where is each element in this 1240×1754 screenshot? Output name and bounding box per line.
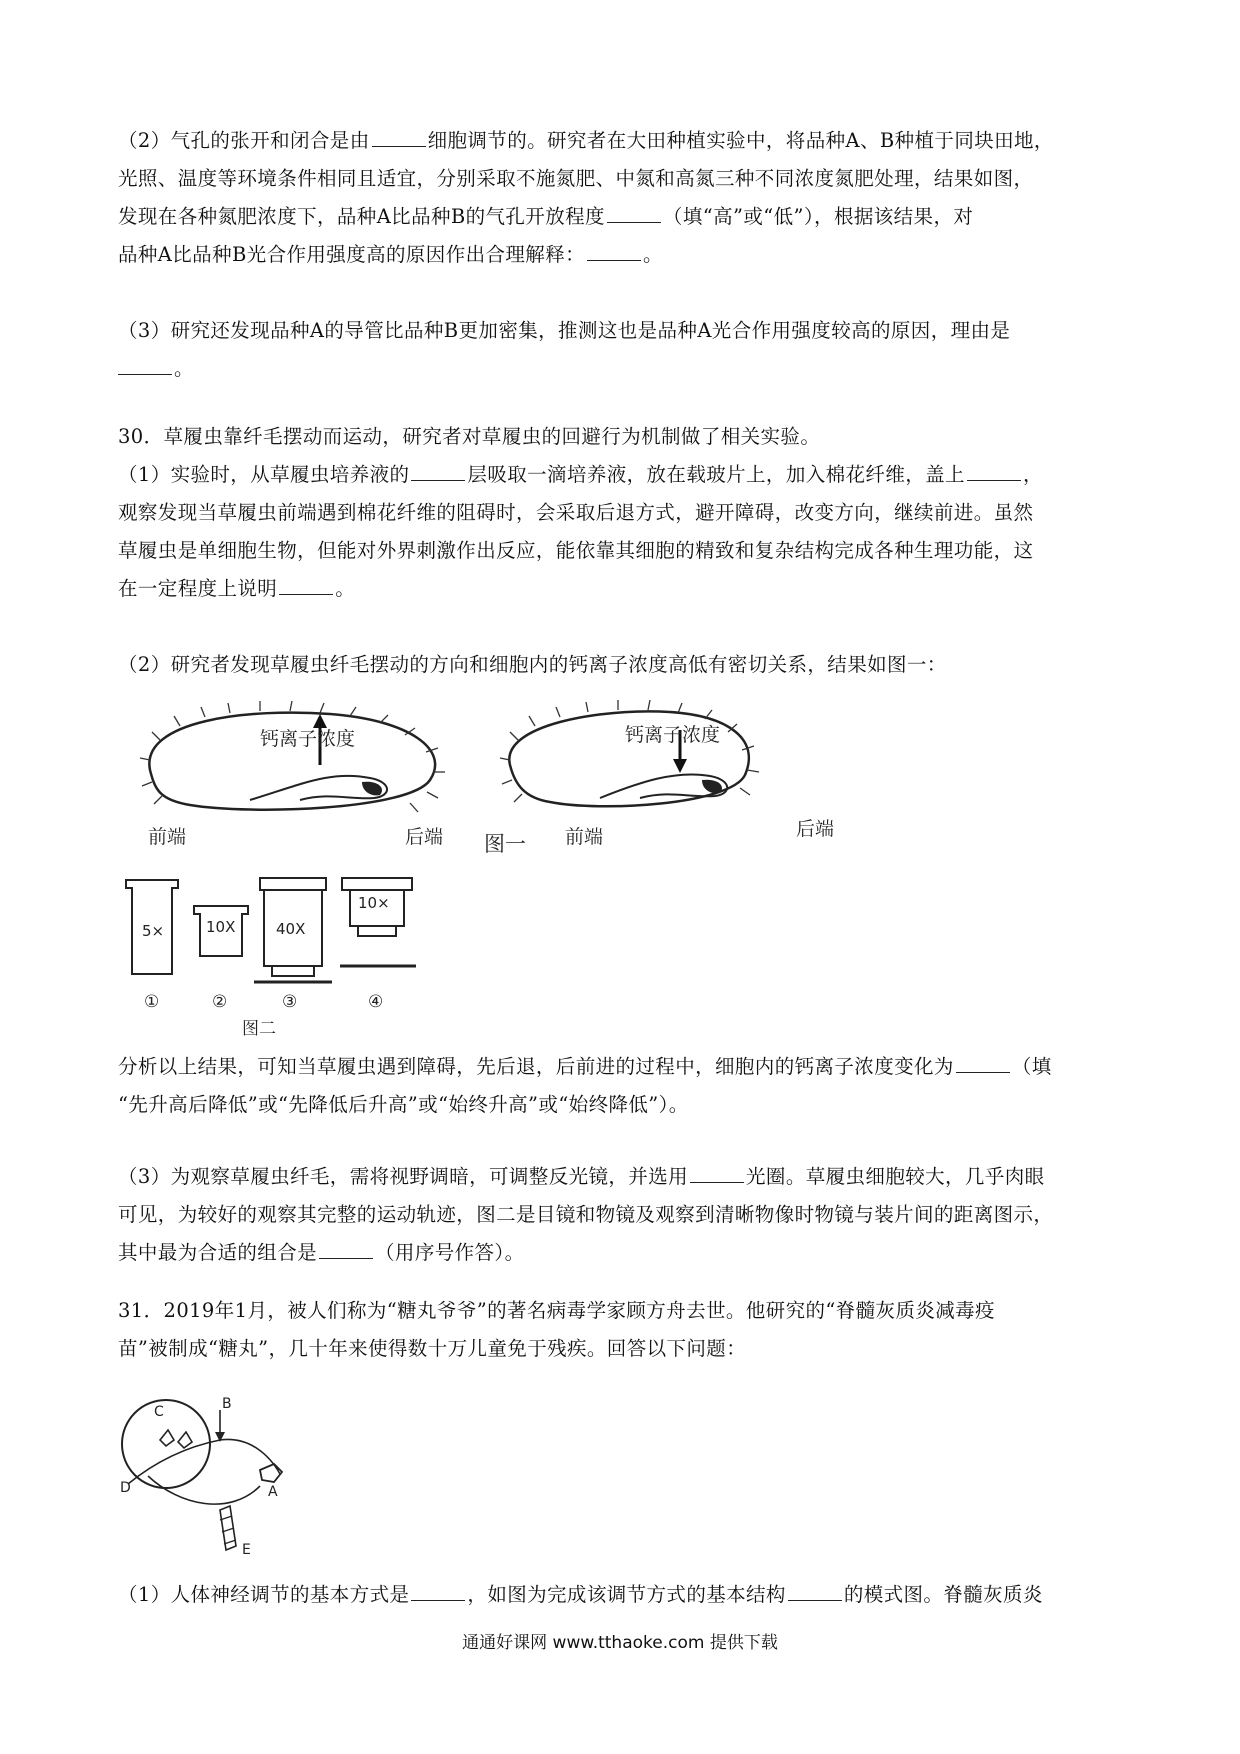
text: （填“高”或“低”），根据该结果，对 xyxy=(662,205,974,228)
text: 在一定程度上说明 xyxy=(118,577,278,600)
answer-blank xyxy=(607,200,661,223)
text: 层吸取一滴培养液，放在载玻片上，加入棉花纤维，盖上 xyxy=(467,463,965,486)
q29-part2 xyxy=(118,122,1128,274)
figure-1-paramecium xyxy=(130,700,870,840)
q30-analysis xyxy=(118,1048,1128,1124)
answer-blank xyxy=(788,1578,842,1601)
label-e: E xyxy=(242,1542,251,1558)
text: 。 xyxy=(335,577,356,600)
answer-blank xyxy=(587,238,641,261)
answer-blank xyxy=(956,1050,1010,1073)
lens-2-label: 10X xyxy=(206,918,236,936)
q31-part1 xyxy=(118,1576,1128,1614)
text: （填 xyxy=(1011,1055,1052,1078)
figure-2-caption: 图二 xyxy=(242,1019,276,1039)
text: 品种A比品种B光合作用强度高的原因作出合理解释： xyxy=(118,243,586,266)
answer-blank xyxy=(690,1160,744,1183)
lens-1-label: 5× xyxy=(142,922,165,940)
label-c: C xyxy=(154,1404,164,1420)
text: 分析以上结果，可知当草履虫遇到障碍，先后退，后前进的过程中，细胞内的钙离子浓度变化为 xyxy=(118,1055,954,1078)
reflex-arc-diagram xyxy=(120,1396,300,1566)
lens-diagram xyxy=(120,870,440,1040)
text: 的模式图。脊髓灰质炎 xyxy=(843,1583,1043,1606)
label-b: B xyxy=(222,1396,232,1412)
q30-part3 xyxy=(118,1158,1128,1272)
lens-3-number: ③ xyxy=(282,992,298,1012)
text: “先升高后降低”或“先降低后升高”或“始终升高”或“始终降低”）。 xyxy=(118,1093,689,1116)
text: 。 xyxy=(174,357,194,380)
figure-2-lenses xyxy=(120,870,440,1040)
text: 31．2019年1月，被人们称为“糖丸爷爷”的著名病毒学家顾方舟去世。他研究的“脊髓灰质炎减毒疫 xyxy=(118,1299,995,1322)
text: 光圈。草履虫细胞较大，几乎肉眼 xyxy=(746,1165,1045,1188)
calcium-label-left: 钙离子浓度 xyxy=(260,728,356,750)
back-label-right: 后端 xyxy=(796,818,835,840)
q30-part2 xyxy=(118,646,1128,684)
text: ，如图为完成该调节方式的基本结构 xyxy=(467,1583,786,1606)
text: 发现在各种氮肥浓度下，品种A比品种B的气孔开放程度 xyxy=(118,205,605,228)
text: 光照、温度等环境条件相同且适宜，分别采取不施氮肥、中氮和高氮三种不同浓度氮肥处理，结果如图， xyxy=(118,167,1034,190)
label-a: A xyxy=(268,1484,278,1500)
text: （2）气孔的张开和闭合是由 xyxy=(118,129,370,152)
text: （用序号作答）。 xyxy=(375,1241,525,1264)
label-d: D xyxy=(120,1480,131,1496)
text: 细胞调节的。研究者在大田种植实验中，将品种A、B种植于同块田地， xyxy=(427,129,1054,152)
text: （3）为观察草履虫纤毛，需将视野调暗，可调整反光镜，并选用 xyxy=(118,1165,689,1188)
reflex-arc-figure xyxy=(120,1396,300,1566)
answer-blank xyxy=(411,458,465,481)
text: ， xyxy=(1022,463,1043,486)
text: 。 xyxy=(643,243,663,266)
lens-3-label: 40X xyxy=(276,920,306,938)
paramecium-diagram xyxy=(130,700,870,840)
text: （2）研究者发现草履虫纤毛摆动的方向和细胞内的钙离子浓度高低有密切关系，结果如图一： xyxy=(118,653,947,676)
answer-blank xyxy=(118,352,172,375)
q30-part1 xyxy=(118,456,1128,608)
page-footer: 通通好课网 www.tthaoke.com 提供下载 xyxy=(462,1633,778,1653)
lens-2-number: ② xyxy=(212,992,228,1012)
lens-1-number: ① xyxy=(144,992,160,1012)
text: 其中最为合适的组合是 xyxy=(118,1241,318,1264)
text: 苗”被制成“糖丸”，几十年来使得数十万儿童免于残疾。回答以下问题： xyxy=(118,1337,747,1360)
text: 可见，为较好的观察其完整的运动轨迹，图二是目镜和物镜及观察到清晰物像时物镜与装片间的距离图示， xyxy=(118,1203,1054,1226)
text: （1）实验时，从草履虫培养液的 xyxy=(118,463,410,486)
answer-blank xyxy=(319,1236,373,1259)
text: 草履虫是单细胞生物，但能对外界刺激作出反应，能依靠其细胞的精致和复杂结构完成各种生理功能，这 xyxy=(118,539,1034,562)
figure-1-caption: 图一 xyxy=(484,832,526,856)
text: 30．草履虫靠纤毛摆动而运动，研究者对草履虫的回避行为机制做了相关实验。 xyxy=(118,425,821,448)
answer-blank xyxy=(411,1578,465,1601)
front-label-right: 前端 xyxy=(565,826,604,848)
text: （1）人体神经调节的基本方式是 xyxy=(118,1583,410,1606)
text: （3）研究还发现品种A的导管比品种B更加密集，推测这也是品种A光合作用强度较高的原因，理由是 xyxy=(118,319,1011,342)
front-label-left: 前端 xyxy=(148,826,187,848)
text: 观察发现当草履虫前端遇到棉花纤维的阻碍时，会采取后退方式，避开障碍，改变方向，继续前进。虽然 xyxy=(118,501,1034,524)
calcium-label-right: 钙离子浓度 xyxy=(625,724,721,746)
lens-4-label: 10× xyxy=(358,894,390,912)
answer-blank xyxy=(967,458,1021,481)
lens-4-number: ④ xyxy=(368,992,384,1012)
q29-part3 xyxy=(118,312,1128,388)
q30-intro xyxy=(118,418,1128,456)
back-label-left: 后端 xyxy=(405,826,444,848)
answer-blank xyxy=(372,124,426,147)
answer-blank xyxy=(279,572,333,595)
q31-intro xyxy=(118,1292,1128,1368)
